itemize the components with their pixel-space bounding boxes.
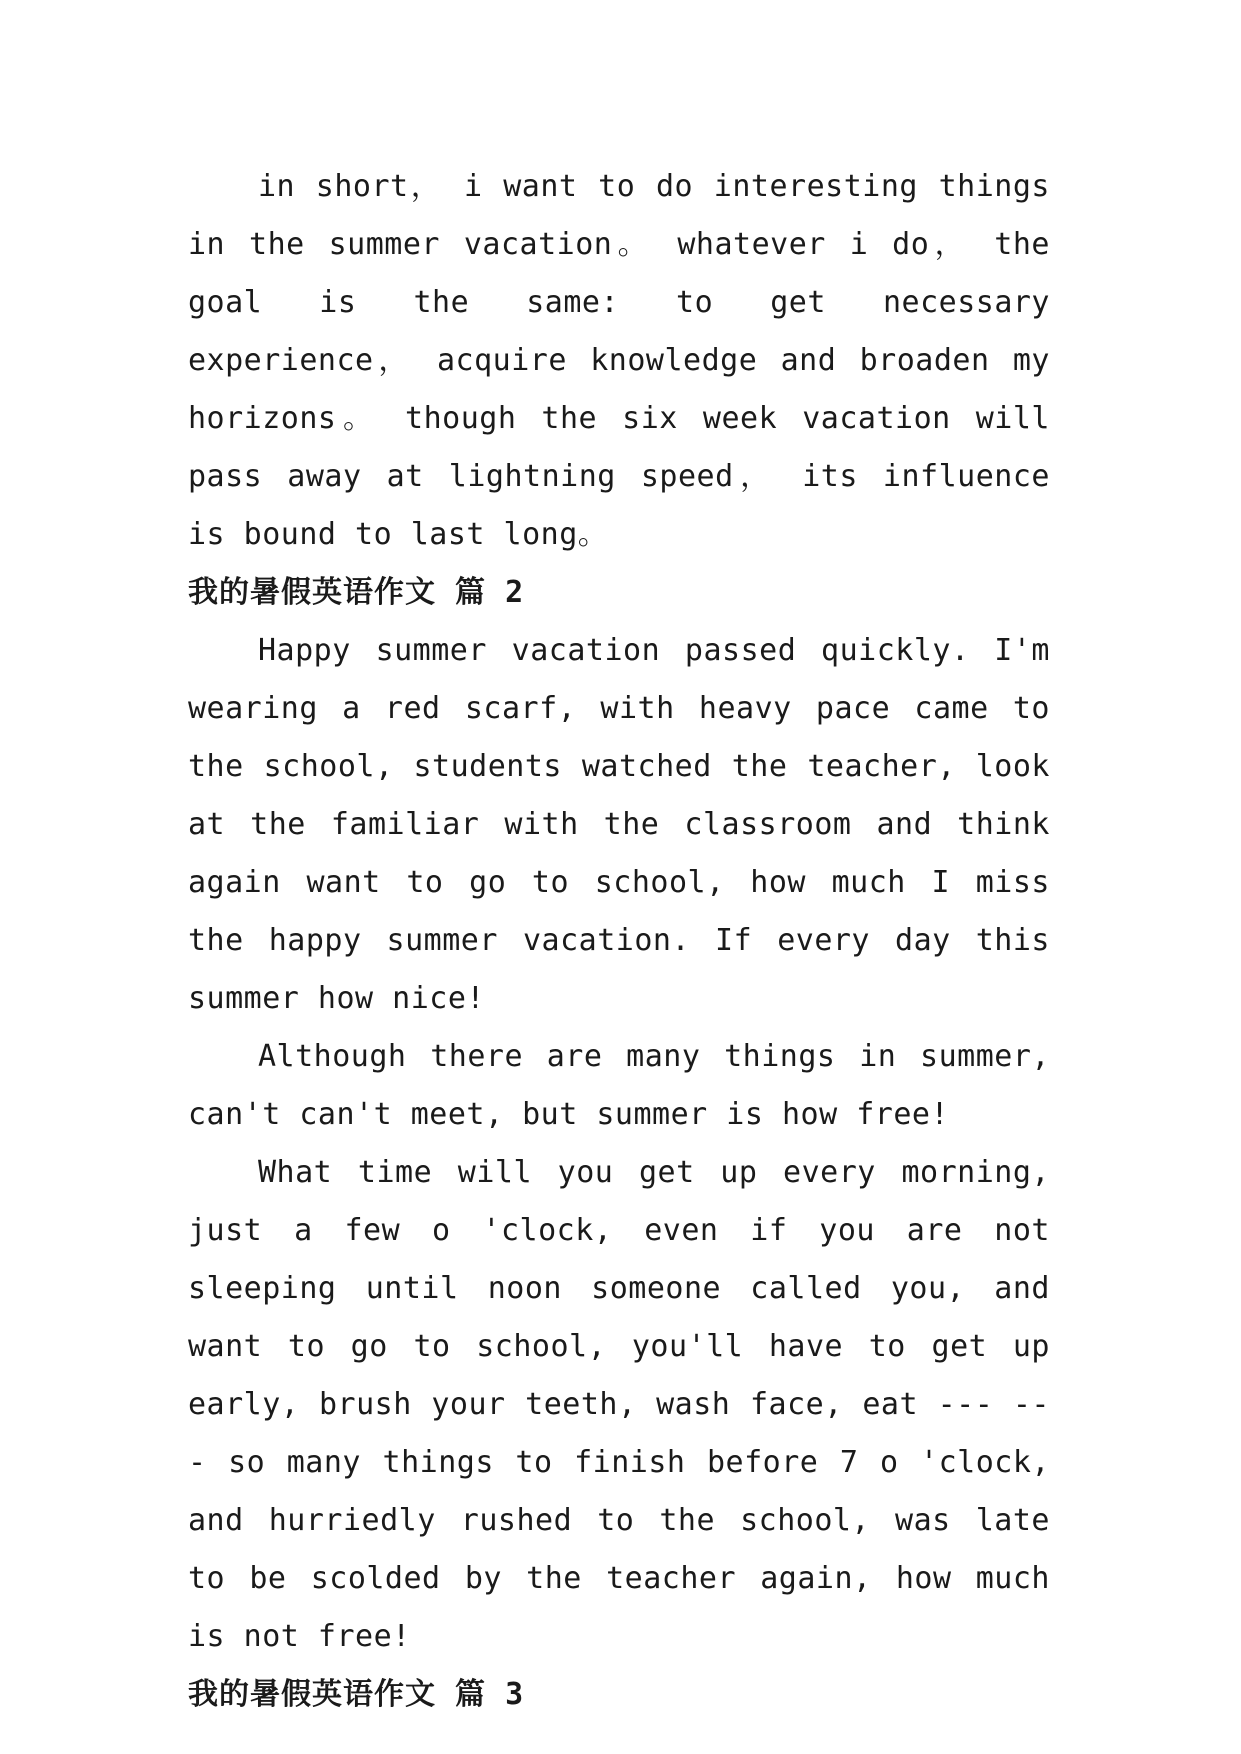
paragraph-happy-vacation: Happy summer vacation passed quickly. I'm wearing a red scarf, with heavy pace came to the school, students watched the teacher, look at the familiar with the classroom and think again want to go to school, how much I miss the happy summer vacation. If every day this summer how nice! [188, 633, 1050, 1016]
paragraph-morning-routine: What time will you get up every morning, just a few o 'clock, even if you are not sleeping until noon someone called you, and want to go to school, you'll have to get up early, brush your teeth, wash face, eat --- --- so many things to finish before 7 o 'clock, and hurriedly rushed to the school, was late to be scolded by the teacher again, how much is not free! [188, 1155, 1050, 1654]
document-page [188, 158, 1050, 1724]
paragraph-summer-free: Although there are many things in summer, can't can't meet, but summer is how free! [188, 1039, 1050, 1132]
paragraph-conclusion: in short， i want to do interesting things in the summer vacation。 whatever i do， the goal is the same: to get necessary experience， acquire knowledge and broaden my horizons。 though the six week vacation will pass away at lightning speed， its influence is bound to last long。 [188, 169, 1050, 552]
essay-heading-2: 我的暑假英语作文 篇 2 [188, 575, 525, 610]
essay-heading-3: 我的暑假英语作文 篇 3 [188, 1677, 525, 1712]
